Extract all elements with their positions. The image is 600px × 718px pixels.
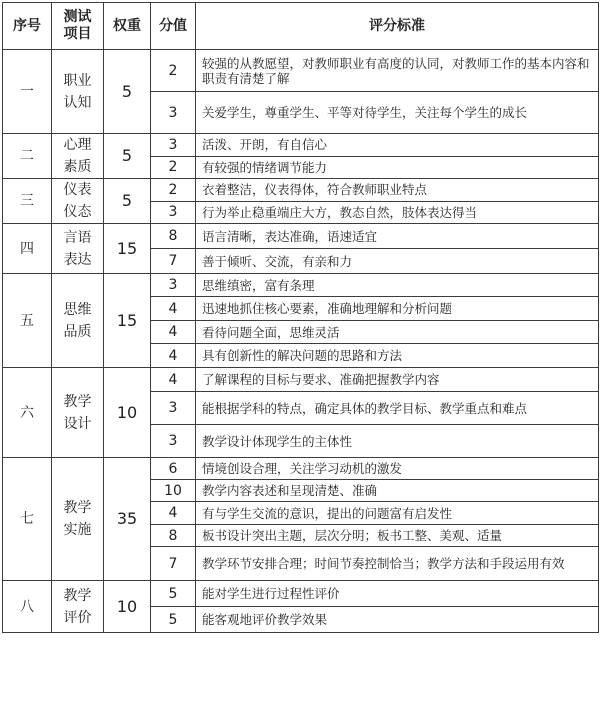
- standard-text: 关爱学生，尊重学生、平等对待学生，关注每个学生的成长: [196, 92, 599, 134]
- score-value: 3: [151, 92, 196, 134]
- weight-value: 5: [104, 134, 151, 179]
- score-value: 8: [151, 525, 196, 547]
- test-item-label: 仪表仪态: [63, 182, 92, 220]
- header-score: 分值: [151, 3, 196, 50]
- score-value: 4: [151, 344, 196, 368]
- standard-text: 较强的从教愿望，对教师职业有高度的认同，对教师工作的基本内容和职责有清楚了解: [196, 50, 599, 92]
- section-number: 七: [3, 458, 52, 581]
- test-item-label: 言语表达: [63, 229, 92, 268]
- standard-text: 能根据学科的特点，确定具体的教学目标、教学重点和难点: [196, 392, 599, 425]
- score-value: 4: [151, 297, 196, 321]
- weight-value: 10: [104, 581, 151, 633]
- score-value: 7: [151, 547, 196, 581]
- test-item-label: 心理素质: [63, 137, 92, 175]
- score-value: 3: [151, 274, 196, 297]
- test-item-label: 职业认知: [63, 72, 92, 111]
- score-value: 3: [151, 425, 196, 458]
- score-value: 5: [151, 607, 196, 633]
- score-value: 2: [151, 179, 196, 202]
- standard-text: 看待问题全面，思维灵活: [196, 321, 599, 344]
- weight-value: 5: [104, 50, 151, 134]
- weight-value: 15: [104, 274, 151, 368]
- weight-value: 5: [104, 179, 151, 224]
- standard-text: 能对学生进行过程性评价: [196, 581, 599, 607]
- scoring-table: [2, 2, 599, 633]
- standard-text: 板书设计突出主题，层次分明；板书工整、美观、适量: [196, 525, 599, 547]
- test-item: [52, 224, 104, 274]
- test-item: [52, 134, 104, 179]
- section-number: 三: [3, 179, 52, 224]
- standard-text: 教学环节安排合理；时间节奏控制恰当；教学方法和手段运用有效: [196, 547, 599, 581]
- standard-text: 教学设计体现学生的主体性: [196, 425, 599, 458]
- standard-text: 活泼、开朗，有自信心: [196, 134, 599, 157]
- score-value: 5: [151, 581, 196, 607]
- standard-text: 能客观地评价教学效果: [196, 607, 599, 633]
- table-row: [3, 368, 599, 392]
- test-item: [52, 274, 104, 368]
- score-value: 4: [151, 368, 196, 392]
- header-no: 序号: [3, 3, 52, 50]
- header-item: [52, 3, 104, 50]
- score-value: 3: [151, 134, 196, 157]
- standard-text: 有与学生交流的意识，提出的问题富有启发性: [196, 502, 599, 525]
- standard-text: 了解课程的目标与要求、准确把握教学内容: [196, 368, 599, 392]
- score-value: 10: [151, 480, 196, 502]
- standard-text: 行为举止稳重端庄大方，教态自然，肢体表达得当: [196, 201, 599, 224]
- test-item-label: 教学实施: [63, 500, 92, 538]
- table-row: [3, 274, 599, 297]
- standard-text: 情境创设合理，关注学习动机的激发: [196, 458, 599, 480]
- standard-text: 衣着整洁，仪表得体，符合教师职业特点: [196, 179, 599, 202]
- score-value: 3: [151, 201, 196, 224]
- header-item-label: 测试项目: [63, 9, 92, 42]
- table-row: [3, 50, 599, 92]
- score-value: 8: [151, 224, 196, 249]
- test-item: [52, 458, 104, 581]
- standard-text: 有较强的情绪调节能力: [196, 156, 599, 179]
- score-value: 4: [151, 321, 196, 344]
- test-item-label: 教学评价: [63, 587, 92, 626]
- test-item-label: 思维品质: [63, 301, 92, 340]
- section-number: 二: [3, 134, 52, 179]
- standard-text: 迅速地抓住核心要素，准确地理解和分析问题: [196, 297, 599, 321]
- test-item-label: 教学设计: [63, 393, 92, 432]
- table-row: [3, 224, 599, 249]
- weight-value: 35: [104, 458, 151, 581]
- weight-value: 15: [104, 224, 151, 274]
- header-row: [3, 3, 599, 50]
- section-number: 五: [3, 274, 52, 368]
- standard-text: 思维缜密，富有条理: [196, 274, 599, 297]
- table-row: [3, 458, 599, 480]
- weight-value: 10: [104, 368, 151, 458]
- standard-text: 语言清晰，表达准确，语速适宜: [196, 224, 599, 249]
- standard-text: 具有创新性的解决问题的思路和方法: [196, 344, 599, 368]
- test-item: [52, 179, 104, 224]
- test-item: [52, 50, 104, 134]
- score-value: 2: [151, 156, 196, 179]
- test-item: [52, 581, 104, 633]
- section-number: 一: [3, 50, 52, 134]
- table-body: [3, 50, 599, 633]
- score-value: 7: [151, 249, 196, 274]
- section-number: 八: [3, 581, 52, 633]
- score-value: 3: [151, 392, 196, 425]
- header-weight: 权重: [104, 3, 151, 50]
- score-value: 4: [151, 502, 196, 525]
- standard-text: 教学内容表述和呈现清楚、准确: [196, 480, 599, 502]
- header-standard: 评分标准: [196, 3, 599, 50]
- score-value: 2: [151, 50, 196, 92]
- table-row: [3, 179, 599, 202]
- table-row: [3, 581, 599, 607]
- score-value: 6: [151, 458, 196, 480]
- section-number: 六: [3, 368, 52, 458]
- section-number: 四: [3, 224, 52, 274]
- test-item: [52, 368, 104, 458]
- standard-text: 善于倾听、交流，有亲和力: [196, 249, 599, 274]
- table-row: [3, 134, 599, 157]
